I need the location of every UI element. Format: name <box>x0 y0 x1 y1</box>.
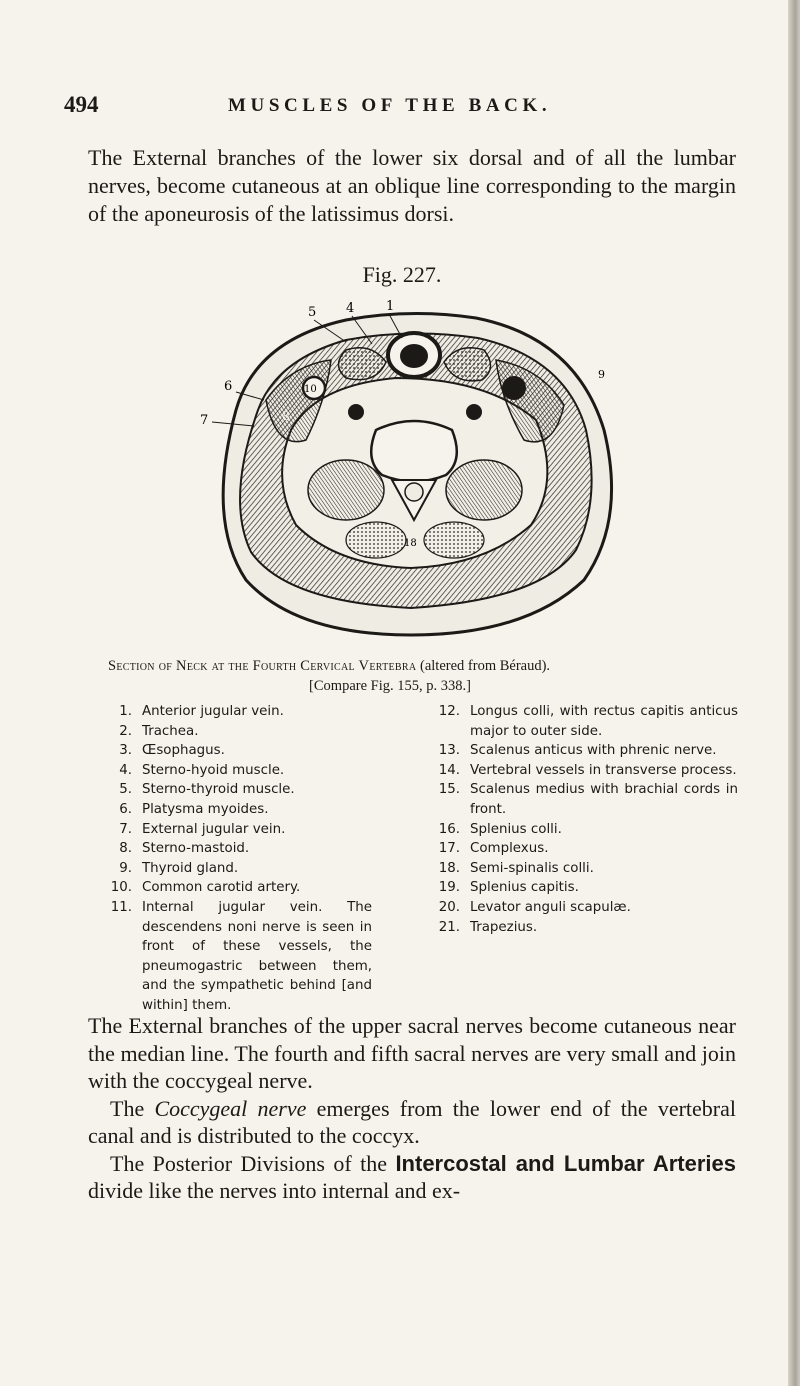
legend-item: 10. Common carotid artery. <box>110 880 301 896</box>
callout-5: 5 <box>308 305 317 320</box>
caption-compare: [Compare Fig. 155, p. 338.] <box>309 678 471 694</box>
callout-6: 6 <box>224 379 233 394</box>
callout-4: 4 <box>346 301 355 316</box>
legend-item: 18. Semi-spinalis colli. <box>438 860 594 876</box>
legend-item: 16. Splenius colli. <box>438 821 562 837</box>
legend-item: 14. Vertebral vessels in transverse process. <box>438 762 737 778</box>
body-text-lower <box>88 1012 736 1205</box>
legend-item: 9. Thyroid gland. <box>119 860 239 876</box>
legend-item: 4. Sterno-hyoid muscle. <box>119 762 285 778</box>
arteries-term: Intercostal and Lumbar Arteries <box>395 1150 736 1176</box>
callout-9: 9 <box>598 368 605 381</box>
running-header <box>64 92 724 122</box>
figure-label: Fig. 227. <box>362 262 442 287</box>
caption-title: Section of Neck at the Fourth Cervical Vertebra <box>108 658 417 674</box>
legend-item: 11. Internal jugular vein. The descendens noni nerve is seen in front of these vessels, the pneumogastric between them, and the sympathetic behind [and within] them. <box>110 899 372 1013</box>
figure-caption <box>108 656 748 676</box>
figure-legend-right <box>432 702 738 937</box>
legend-item: 6. Platysma myoides. <box>119 801 269 817</box>
coccygeal-paragraph: The Coccygeal nerve emerges from the lower end of the vertebral canal and is distributed to the coccyx. <box>88 1095 736 1148</box>
legend-item: 20. Levator anguli scapulæ. <box>438 899 631 915</box>
callout-8: 8 <box>282 409 290 423</box>
posterior-divisions-paragraph: The Posterior Divisions of the Intercostal and Lumbar Arteries divide like the nerves into internal and ex- <box>88 1150 736 1203</box>
legend-item: 5. Sterno-thyroid muscle. <box>119 782 295 798</box>
legend-item: 7. External jugular vein. <box>119 821 286 837</box>
coccygeal-term: Coccygeal nerve <box>154 1095 307 1121</box>
callout-10: 10 <box>304 384 317 395</box>
legend-item: 15. Scalenus medius with brachial cords in front. <box>438 782 738 817</box>
legend-item: 21. Trapezius. <box>438 919 538 935</box>
legend-item: 17. Complexus. <box>438 841 549 857</box>
legend-item: 13. Scalenus anticus with phrenic nerve. <box>438 743 717 759</box>
legend-item: 8. Sterno-mastoid. <box>119 841 250 857</box>
neck-section-illustration <box>196 290 628 650</box>
callout-1: 1 <box>386 299 395 314</box>
legend-item: 19. Splenius capitis. <box>438 880 579 896</box>
callout-7: 7 <box>200 413 209 428</box>
intro-paragraph: The External branches of the lower six dorsal and of all the lumbar nerves, become cutaneous at an oblique line corresponding to the margin of the aponeurosis of the latissimus dorsi. <box>88 145 736 226</box>
running-head-title: MUSCLES OF THE BACK. <box>228 95 552 116</box>
figure-legend-left <box>104 702 372 1016</box>
legend-item: 2. Trachea. <box>119 723 199 739</box>
legend-item: 12. Longus colli, with rectus capitis anticus major to outer side. <box>438 704 738 739</box>
legend-item: 3. Œsophagus. <box>119 743 225 759</box>
book-spine-shadow <box>788 0 800 1386</box>
legend-item: 1. Anterior jugular vein. <box>119 704 284 719</box>
caption-source: (altered from Béraud). <box>420 658 551 674</box>
neck-cross-section-figure <box>196 290 628 650</box>
page-number: 494 <box>64 92 99 117</box>
callout-18: 18 <box>404 538 417 549</box>
sacral-paragraph: The External branches of the upper sacral nerves become cutaneous near the median line. The fourth and fifth sacral nerves are very small and join with the coccygeal nerve. <box>88 1013 736 1093</box>
